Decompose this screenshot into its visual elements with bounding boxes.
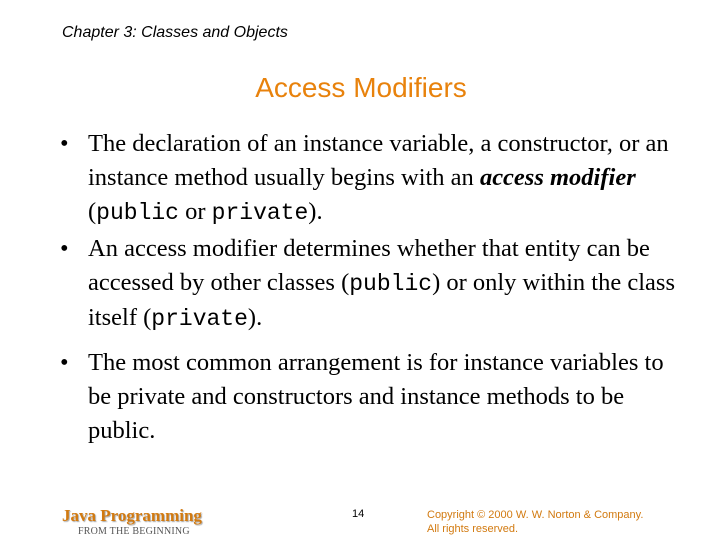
bullet-text: An access modifier determines whether that entity can be accessed by other classes ( — [88, 235, 650, 296]
bullet-dot-icon: • — [60, 130, 69, 157]
bullet-text: ( — [88, 198, 97, 225]
bullet-item-declaration — [56, 127, 676, 230]
bullet-item-arrangement — [56, 346, 676, 448]
brand-subtitle: FROM THE BEGINNING — [78, 526, 190, 537]
bullet-text: ). — [247, 304, 263, 331]
code-private: private — [211, 200, 309, 226]
page-number: 14 — [352, 508, 365, 520]
bullet-text: or — [179, 198, 212, 225]
footer-brand — [62, 506, 202, 537]
code-public: public — [349, 271, 433, 297]
bullet-text: The most common arrangement is for instance variables to be private and constructors and instance methods to be public. — [88, 349, 664, 444]
code-private: private — [151, 306, 248, 332]
bullet-dot-icon: • — [60, 235, 69, 262]
slide-title: Access Modifiers — [255, 72, 467, 103]
copyright-notice — [427, 508, 643, 536]
chapter-heading: Chapter 3: Classes and Objects — [62, 24, 288, 41]
access-modifier-term: access modifier — [479, 164, 636, 191]
code-public: public — [96, 200, 179, 226]
rights-line: All rights reserved. — [427, 523, 519, 535]
bullet-item-determines — [56, 232, 676, 336]
copyright-line: Copyright © 2000 W. W. Norton & Company. — [427, 509, 644, 521]
brand-title: Java Programming — [62, 506, 202, 525]
bullet-dot-icon: • — [60, 349, 69, 376]
bullet-text: ). — [308, 198, 323, 225]
bullet-text: The declaration of an instance variable, a constructor, or an instance method usually begins with an — [88, 130, 669, 191]
bullet-text: ) or only within the class itself ( — [88, 269, 675, 331]
bullet-list — [56, 127, 676, 448]
